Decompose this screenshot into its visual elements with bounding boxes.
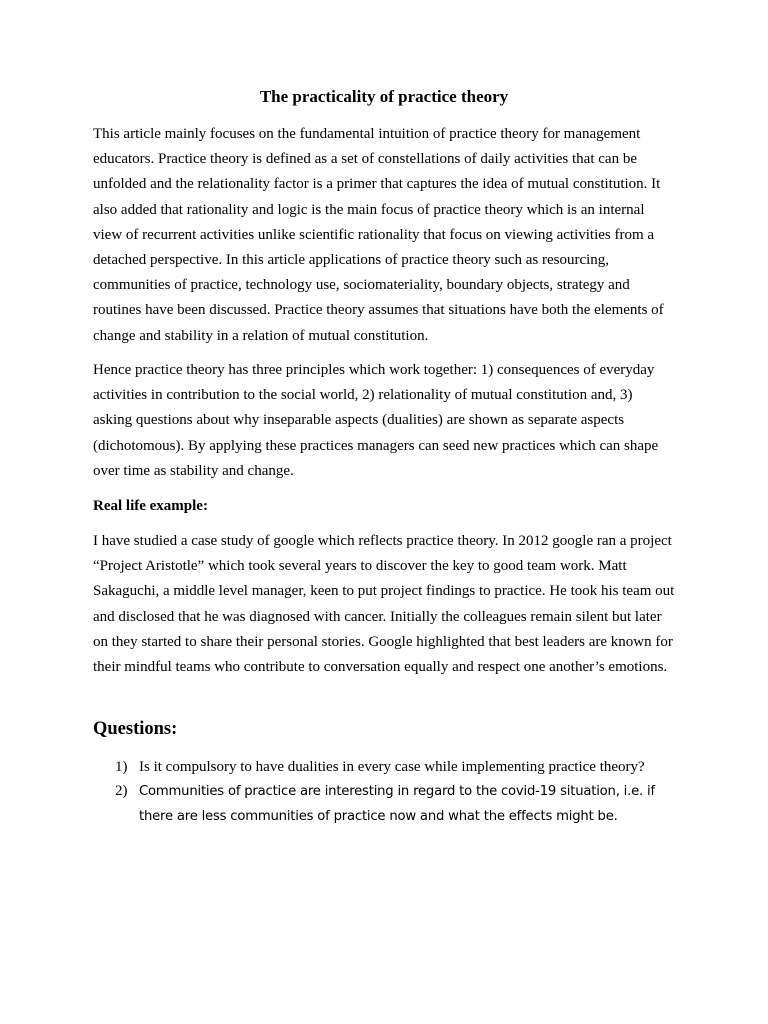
question-number: 2) (115, 783, 128, 799)
questions-heading: Questions: (93, 719, 178, 739)
example-heading: Real life example: (93, 498, 208, 514)
question-number: 1) (115, 759, 128, 775)
document-title: The practicality of practice theory (259, 87, 509, 106)
intro-paragraph: This article mainly focuses on the fundamental intuition of practice theory for management educators. Practice theory is defined as a set of constellations of daily activities that can be unfolded and the relationality factor is a primer that captures the idea of mutual constitution. It also added that rationality and logic is the main focus of practice theory which is an internal view of recurrent activities unlike scientific rationality that focus on viewing activities from a detached perspective. In this article applications of practice theory such as resourcing, communities of practice, technology use, sociomateriality, boundary objects, strategy and routines have been discussed. Practice theory assumes that situations have both the elements of change and stability in a relation of mutual constitution. (93, 126, 664, 344)
question-text: Communities of practice are interesting in regard to the covid-19 situation, i.e. if there are less communities of practice now and what the effects might be. (139, 784, 655, 824)
example-paragraph: I have studied a case study of google which reflects practice theory. In 2012 google ran a project “Project Aristotle” which took several years to discover the key to good team work. Matt Sakaguchi, a middle level manager, keen to put project findings to practice. He took his team out and disclosed that he was diagnosed with cancer. Initially the colleagues remain silent but later on they started to share their personal stories. Google highlighted that best leaders are known for their mindful teams who contribute to conversation equally and respect one another’s emotions. (93, 533, 675, 676)
question-text: Is it compulsory to have dualities in every case while implementing practice theory? (139, 759, 645, 775)
principles-paragraph: Hence practice theory has three principles which work together: 1) consequences of everyday activities in contribution to the social world, 2) relationality of mutual constitution and, 3) asking questions about why inseparable aspects (dualities) are shown as separate aspects (dichotomous). By applying these practices managers can seed new practices which can shape over time as stability and change. (93, 362, 659, 479)
